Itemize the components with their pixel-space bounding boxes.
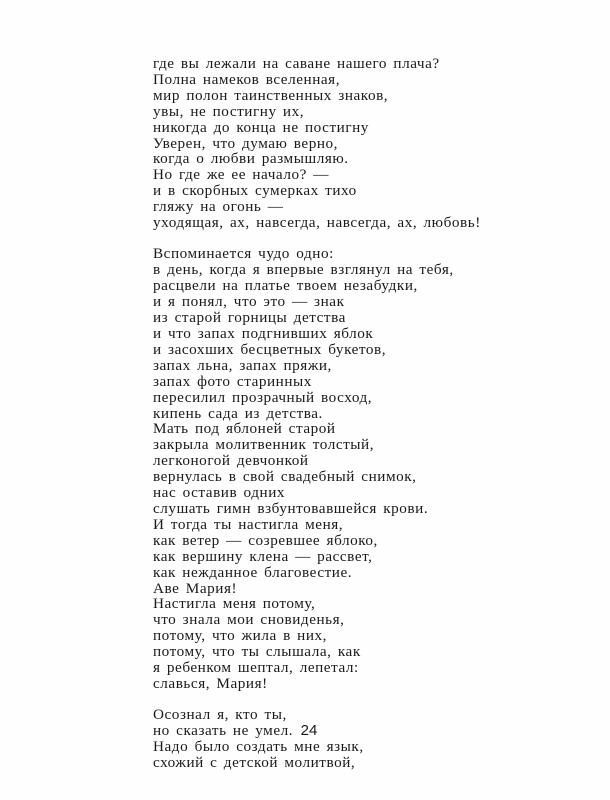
poem-line: славься, Мария! (153, 674, 268, 692)
poem-line: как ветер — созревшее яблоко, (153, 531, 378, 549)
poem-line: никогда до конца не постигну (153, 118, 369, 136)
page-number: 24 (300, 722, 318, 739)
poem-line: потому, что жила в них, (153, 627, 328, 645)
poem-line: как нежданное благовестие. (153, 563, 353, 581)
poem-line: Осознал я, кто ты, (153, 706, 287, 724)
poem-line: Настигла меня потому, (153, 595, 316, 613)
poem-line: легконогой девчонкой (153, 452, 309, 470)
poem-line: слушать гимн взбунтовавшейся крови. (153, 499, 429, 517)
poem-text (153, 56, 481, 786)
poem-line: потому, что ты слышала, как (153, 643, 361, 661)
poem-line: но сказать не умел. (153, 722, 294, 740)
poem-line: расцвели на платье твоем незабудки, (153, 277, 418, 295)
poem-line: и засохших бесцветных букетов, (153, 340, 387, 358)
poem-line: я ребенком шептал, лепетал: (153, 659, 359, 677)
poem-line: гляжу на огонь — (153, 198, 284, 216)
poem-line: когда о любви размышляю. (153, 150, 349, 168)
poem-line: Мать под яблоней старой (153, 420, 336, 438)
poem-line: вернулась в свой свадебный снимок, (153, 468, 417, 486)
poem-line: И тогда ты настигла меня, (153, 515, 344, 533)
poem-line: запах льна, запах пряжи, (153, 356, 332, 374)
stanza-2 (153, 246, 481, 691)
stanza-3 (153, 707, 481, 771)
poem-line: мир полон таинственных знаков, (153, 86, 389, 104)
poem-line: Но где же ее начало? — (153, 166, 329, 184)
poem-line: запах фото старинных (153, 372, 312, 390)
poem-line: пересилил прозрачный восход, (153, 388, 373, 406)
poem-line: как вершину клена — рассвет, (153, 547, 373, 565)
poem-line: что знала мои сновиденья, (153, 611, 345, 629)
poem-line: и что запах подгнивших яблок (153, 325, 374, 342)
poem-line: Уверен, что думаю верно, (153, 134, 339, 152)
poem-line: и я понял, что это — знак (153, 293, 345, 311)
poem-line: и в скорбных сумерках тихо (153, 182, 357, 200)
poem-line: закрыла молитвенник толстый, (153, 436, 375, 454)
poem-line: Полна намеков вселенная, (153, 70, 341, 88)
poem-line: кипень сада из детства. (153, 404, 323, 422)
poem-line: уходящая, ах, навсегда, навсегда, ах, любовь! (153, 214, 481, 232)
poem-line: из старой горницы детства (153, 309, 346, 327)
poem-line: нас оставив одних (153, 484, 286, 502)
poem-line: Аве Мария! (153, 579, 238, 597)
poem-line: схожий с детской молитвой, (153, 754, 356, 772)
poem-line: Вспоминается чудо одно: (153, 245, 334, 263)
poem-line: увы, не постигну их, (153, 102, 305, 120)
poem-line: в день, когда я впервые взглянул на тебя, (153, 261, 454, 279)
poem-line: где вы лежали на саване нашего плача? (153, 55, 440, 72)
stanza-1 (153, 56, 481, 231)
poem-line: Надо было создать мне язык, (153, 738, 364, 756)
